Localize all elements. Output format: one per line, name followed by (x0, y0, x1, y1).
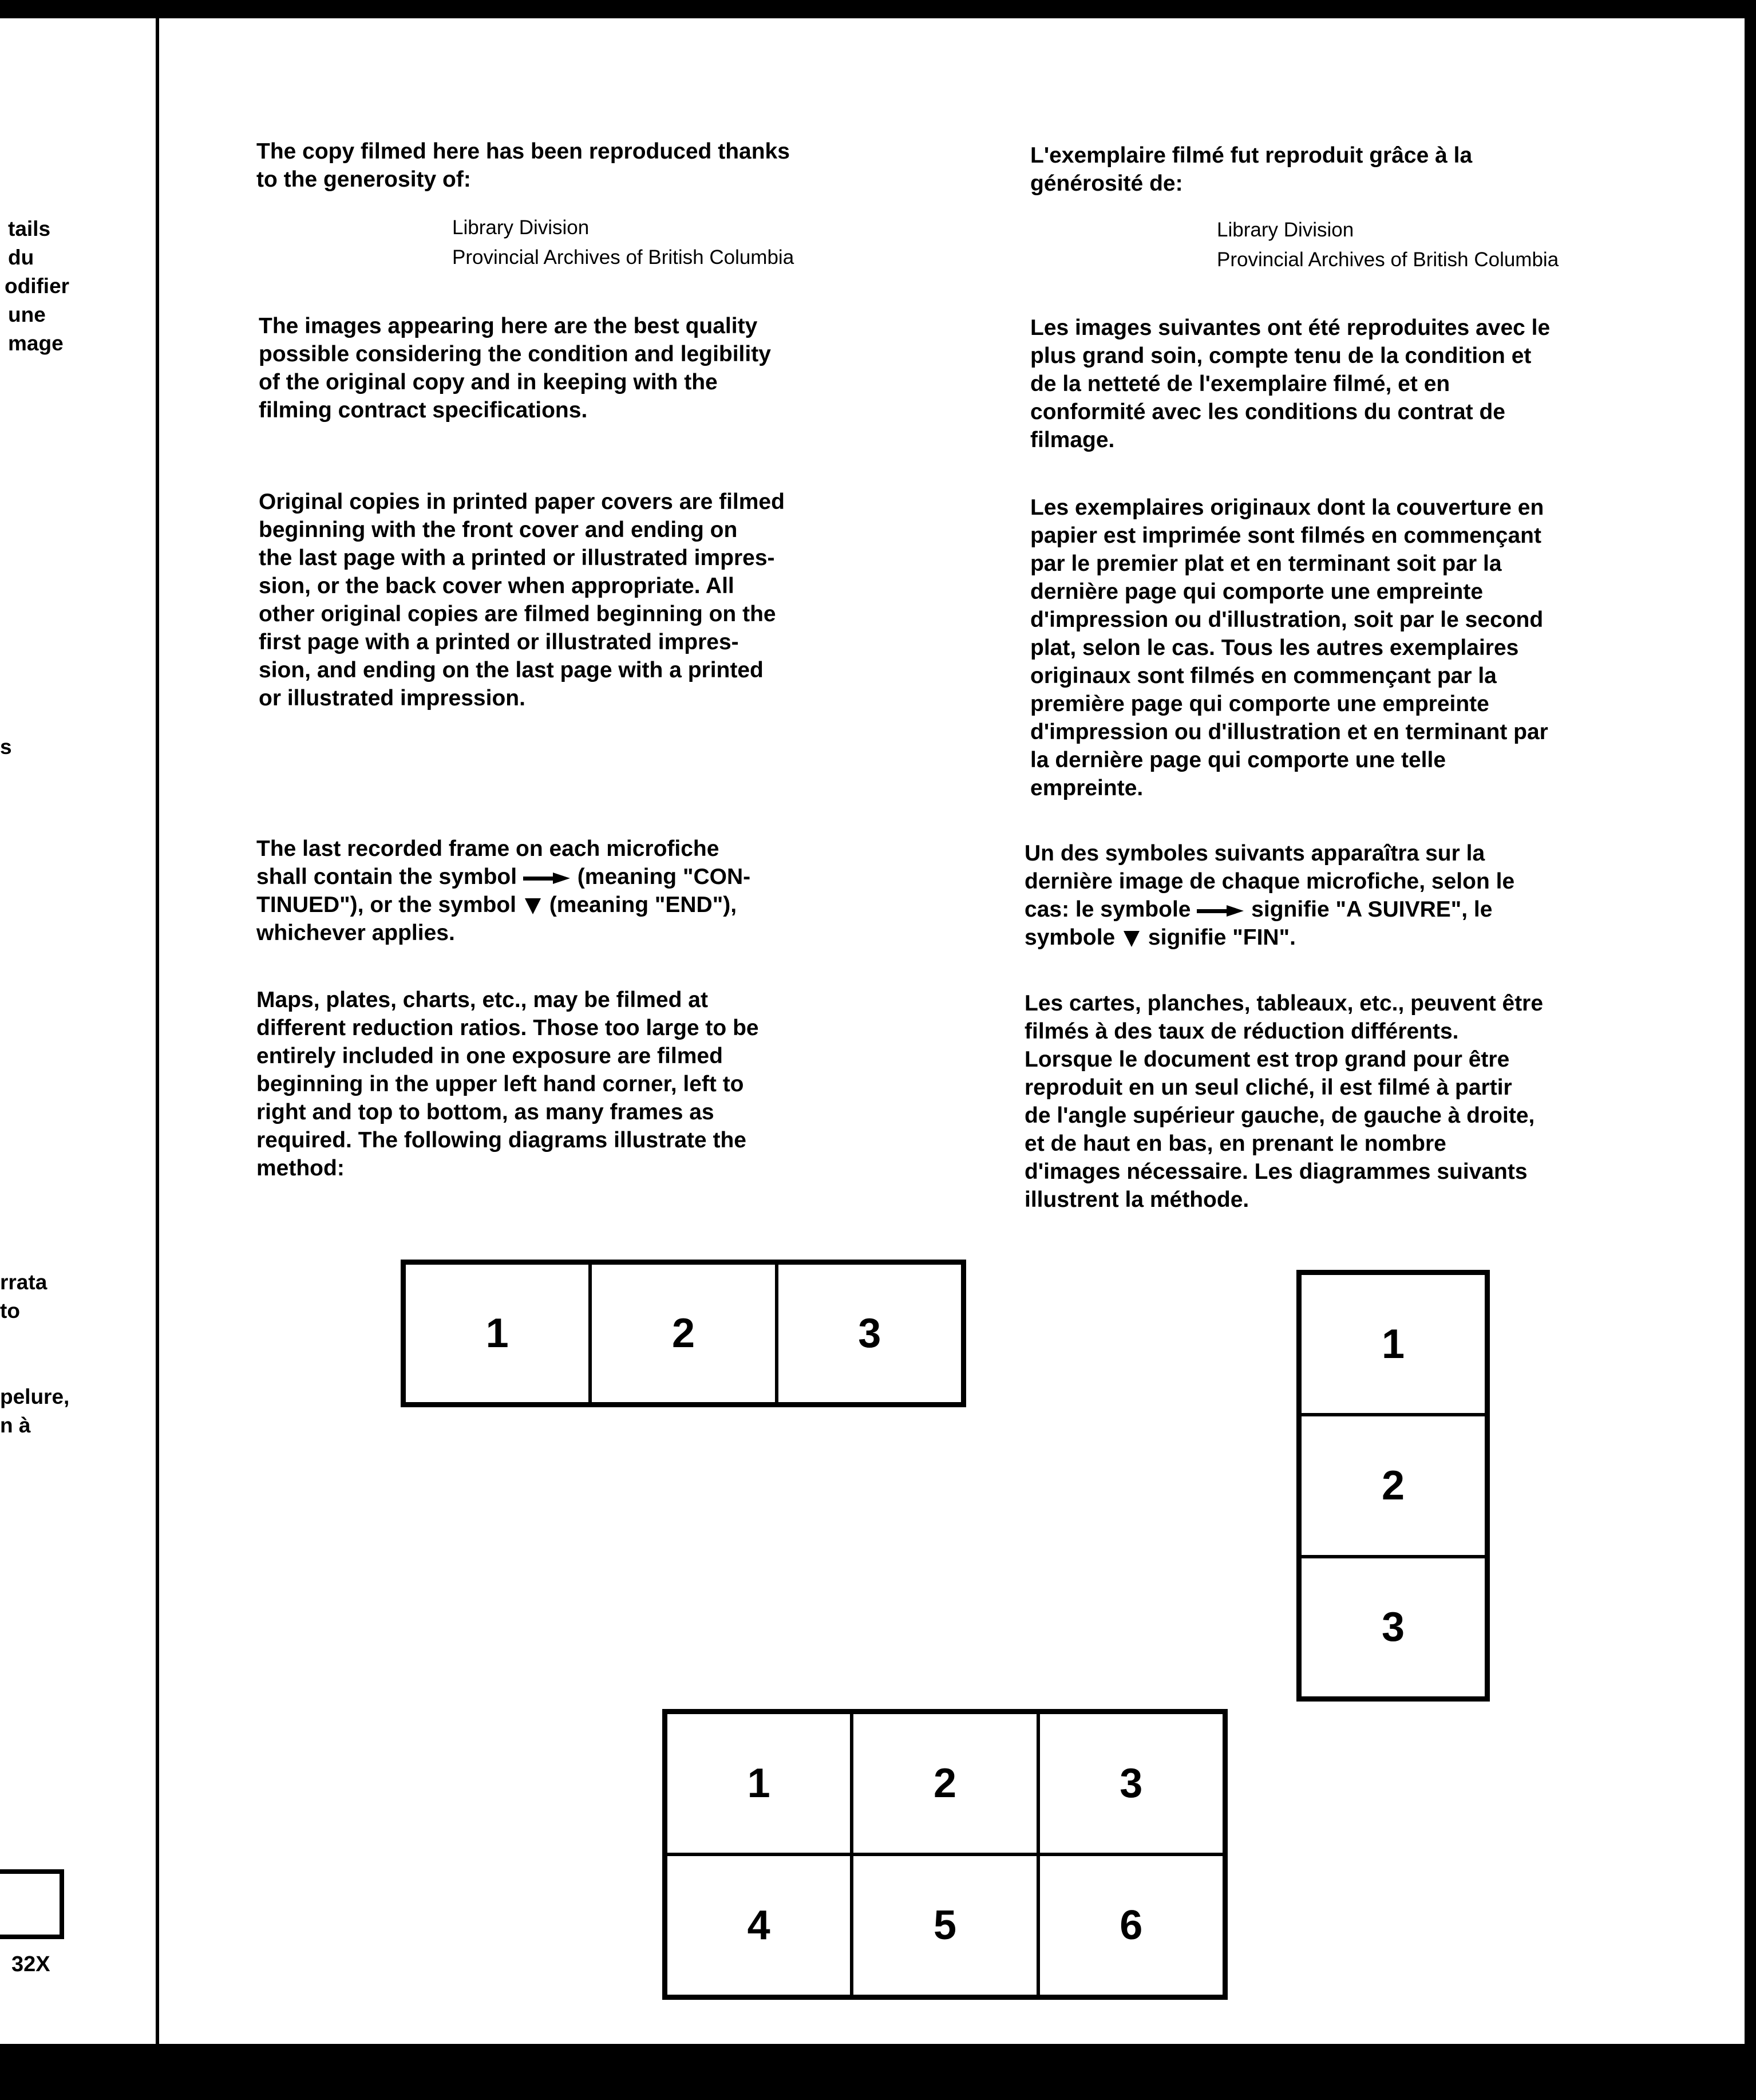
english-maps: Maps, plates, charts, etc., may be filmed at different reduction ratios. Those too large to be entirely included in one exposure are filmed beginning in the upper left hand corner, left to right and top to bottom, as many frames as required. The following diagrams illustrate the method: (256, 988, 759, 1181)
diagram-cell: 3 (1038, 1712, 1224, 1854)
film-border-top (0, 0, 1756, 18)
french-quality: Les images suivantes ont été reproduites avec le plus grand soin, compte tenu de la condition et de la netteté de l'exemplaire filmé, et en conformité avec les conditions du contrat de filmage. (1030, 315, 1551, 452)
diagram-cell: 2 (590, 1263, 776, 1404)
edge-line: odifier (5, 274, 70, 298)
diagram-cell: 5 (852, 1854, 1038, 1996)
diagram-vertical (1296, 1270, 1490, 1702)
diagram-grid (662, 1709, 1228, 2000)
edge-line: du (8, 246, 34, 269)
edge-line: une (8, 303, 46, 326)
end-triangle-icon (1124, 931, 1140, 947)
film-border-right (1745, 0, 1756, 2100)
edge-line: n à (0, 1414, 31, 1437)
edge-line: mage (8, 331, 64, 355)
diagram-cell: 3 (777, 1263, 963, 1404)
film-border-bottom (0, 2044, 1756, 2100)
continued-arrow-icon (1197, 905, 1245, 917)
reduction-box (0, 1869, 64, 1939)
credit-line: Provincial Archives of British Columbia (452, 246, 794, 269)
edge-text-pelure (0, 1383, 143, 1440)
french-symbols-text-a: Un des symboles suivants apparaîtra sur la dernière image de chaque microfiche, selon le cas: le symbole (1025, 841, 1515, 922)
english-symbols-text-a: The last recorded frame on each microfiche shall contain the symbol (256, 836, 719, 889)
edge-text-errata (0, 1268, 143, 1325)
french-symbols-text-c: signifie "FIN". (1142, 925, 1296, 950)
edge-text-top (0, 215, 143, 358)
diagram-cell: 3 (1300, 1557, 1486, 1698)
french-credit (1217, 215, 1559, 275)
french-symbols (1025, 839, 1514, 952)
end-triangle-icon (525, 898, 541, 914)
english-symbols-text-b: (meaning "CON- TINUED"), or the symbol (256, 865, 751, 917)
edge-text-mid (0, 733, 143, 761)
english-intro: The copy filmed here has been reproduced thanks to the generosity of: (256, 139, 790, 192)
french-intro: L'exemplaire filmé fut reproduit grâce à la générosité de: (1030, 143, 1473, 196)
page-divider (156, 18, 159, 2044)
edge-line: pelure, (0, 1385, 70, 1408)
edge-line: rrata (0, 1270, 48, 1294)
edge-line: s (0, 735, 12, 759)
edge-line: to (0, 1299, 20, 1323)
diagram-cell: 1 (666, 1712, 852, 1854)
french-maps: Les cartes, planches, tableaux, etc., peuvent être filmés à des taux de réduction différents. Lorsque le document est trop grand pour être reproduit en un seul cliché, il est filmé à partir de l'angle supérieur gauche, de gauche à droite, et de haut en bas, en prenant le nombre d'images nécessaire. Les diagrammes suivants illustrent la méthode. (1025, 991, 1544, 1212)
edge-line: tails (8, 217, 51, 240)
credit-line: Provincial Archives of British Columbia (1217, 248, 1559, 271)
english-symbols (256, 835, 750, 947)
diagram-cell: 1 (1300, 1273, 1486, 1415)
english-symbols-text-c: (meaning "END"), whichever applies. (256, 893, 737, 945)
english-credit (452, 213, 794, 273)
diagram-horizontal (401, 1260, 966, 1407)
credit-line: Library Division (1217, 219, 1354, 241)
diagram-cell: 2 (852, 1712, 1038, 1854)
credit-line: Library Division (452, 216, 590, 239)
diagram-cell: 4 (666, 1854, 852, 1996)
english-quality: The images appearing here are the best quality possible considering the condition and legibility of the original copy and in keeping with the filming contract specifications. (259, 314, 771, 423)
english-covers: Original copies in printed paper covers are filmed beginning with the front cover and ending on the last page with a printed or illustrated impres- sion, or the back cover when appropriate. All other original copies are filmed beginning on the first page with a printed or illustrated impres- sion, and ending on the last page with a printed or illustrated impression. (259, 490, 785, 710)
french-covers: Les exemplaires originaux dont la couverture en papier est imprimée sont filmés en commençant par le premier plat et en terminant soit par la dernière page qui comporte une empreinte d'impression ou d'illustration, soit par le second plat, selon le cas. Tous les autres exemplaires originaux sont filmés en commençant par la première page qui comporte une empreinte d'impression ou d'illustration et en terminant par la dernière page qui comporte une telle empreinte. (1030, 495, 1548, 800)
continued-arrow-icon (523, 873, 571, 884)
diagram-cell: 2 (1300, 1415, 1486, 1556)
french-symbols-text-b: signifie "A SUIVRE", le symbole (1025, 897, 1493, 950)
reduction-label: 32X (11, 1952, 50, 1976)
diagram-cell: 6 (1038, 1854, 1224, 1996)
diagram-cell: 1 (404, 1263, 590, 1404)
